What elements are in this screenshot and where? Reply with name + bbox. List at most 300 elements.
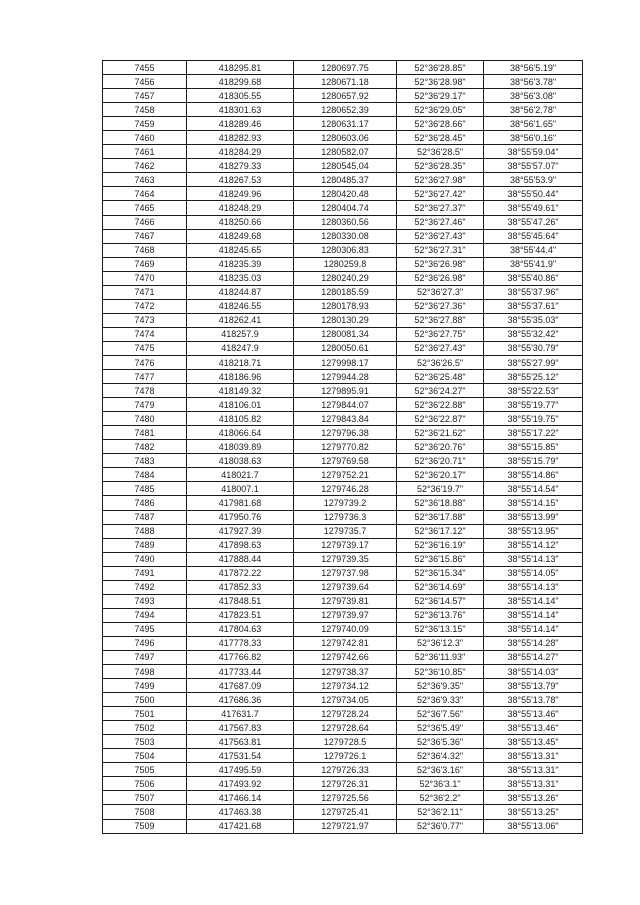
x-coordinate-cell: 417687.09 <box>187 679 294 693</box>
y-coordinate-cell: 1280603.06 <box>294 131 397 145</box>
point-number-cell: 7473 <box>103 313 187 327</box>
table-row <box>103 145 583 159</box>
latitude-cell: 52°36'28.66" <box>397 117 484 131</box>
table-row <box>103 75 583 89</box>
y-coordinate-cell: 1280652.39 <box>294 103 397 117</box>
x-coordinate-cell: 417898.63 <box>187 538 294 552</box>
longitude-cell: 38°55'50.44" <box>484 187 583 201</box>
x-coordinate-cell: 417563.81 <box>187 735 294 749</box>
x-coordinate-cell: 418039.89 <box>187 440 294 454</box>
x-coordinate-cell: 417823.51 <box>187 608 294 622</box>
table-row <box>103 229 583 243</box>
point-number-cell: 7483 <box>103 454 187 468</box>
latitude-cell: 52°36'28.98" <box>397 75 484 89</box>
latitude-cell: 52°36'9.33" <box>397 693 484 707</box>
longitude-cell: 38°55'13.46" <box>484 721 583 735</box>
point-number-cell: 7491 <box>103 566 187 580</box>
y-coordinate-cell: 1279739.97 <box>294 608 397 622</box>
latitude-cell: 52°36'15.86" <box>397 552 484 566</box>
point-number-cell: 7464 <box>103 187 187 201</box>
latitude-cell: 52°36'21.62" <box>397 426 484 440</box>
longitude-cell: 38°55'47.26" <box>484 215 583 229</box>
table-row <box>103 805 583 819</box>
latitude-cell: 52°36'27.46" <box>397 215 484 229</box>
point-number-cell: 7469 <box>103 257 187 271</box>
y-coordinate-cell: 1280485.37 <box>294 173 397 187</box>
point-number-cell: 7455 <box>103 61 187 75</box>
table-row <box>103 412 583 426</box>
table-row <box>103 749 583 763</box>
x-coordinate-cell: 418021.7 <box>187 468 294 482</box>
table-row <box>103 271 583 285</box>
latitude-cell: 52°36'28.35" <box>397 159 484 173</box>
point-number-cell: 7479 <box>103 398 187 412</box>
y-coordinate-cell: 1279739.17 <box>294 538 397 552</box>
point-number-cell: 7498 <box>103 665 187 679</box>
longitude-cell: 38°55'13.45" <box>484 735 583 749</box>
x-coordinate-cell: 417888.44 <box>187 552 294 566</box>
y-coordinate-cell: 1280178.93 <box>294 299 397 313</box>
table-row <box>103 173 583 187</box>
x-coordinate-cell: 417950.76 <box>187 510 294 524</box>
y-coordinate-cell: 1279739.81 <box>294 594 397 608</box>
point-number-cell: 7462 <box>103 159 187 173</box>
longitude-cell: 38°55'35.03" <box>484 313 583 327</box>
y-coordinate-cell: 1279796.38 <box>294 426 397 440</box>
latitude-cell: 52°36'5.49" <box>397 721 484 735</box>
latitude-cell: 52°36'18.88" <box>397 496 484 510</box>
point-number-cell: 7475 <box>103 341 187 355</box>
latitude-cell: 52°36'27.98" <box>397 173 484 187</box>
point-number-cell: 7504 <box>103 749 187 763</box>
x-coordinate-cell: 418284.29 <box>187 145 294 159</box>
x-coordinate-cell: 418066.64 <box>187 426 294 440</box>
y-coordinate-cell: 1279736.3 <box>294 510 397 524</box>
longitude-cell: 38°55'41.9" <box>484 257 583 271</box>
x-coordinate-cell: 417531.54 <box>187 749 294 763</box>
latitude-cell: 52°36'22.88" <box>397 398 484 412</box>
y-coordinate-cell: 1279737.98 <box>294 566 397 580</box>
table-row <box>103 594 583 608</box>
point-number-cell: 7471 <box>103 285 187 299</box>
latitude-cell: 52°36'10.85" <box>397 665 484 679</box>
x-coordinate-cell: 417778.33 <box>187 636 294 650</box>
latitude-cell: 52°36'12.3" <box>397 636 484 650</box>
x-coordinate-cell: 417567.83 <box>187 721 294 735</box>
latitude-cell: 52°36'14.69" <box>397 580 484 594</box>
point-number-cell: 7493 <box>103 594 187 608</box>
latitude-cell: 52°36'27.75" <box>397 327 484 341</box>
latitude-cell: 52°36'11.93" <box>397 650 484 664</box>
latitude-cell: 52°36'29.17" <box>397 89 484 103</box>
longitude-cell: 38°55'13.31" <box>484 763 583 777</box>
point-number-cell: 7499 <box>103 679 187 693</box>
longitude-cell: 38°55'49.61" <box>484 201 583 215</box>
x-coordinate-cell: 418257.9 <box>187 327 294 341</box>
latitude-cell: 52°36'24.27" <box>397 384 484 398</box>
y-coordinate-cell: 1280130.29 <box>294 313 397 327</box>
table-row <box>103 819 583 833</box>
longitude-cell: 38°55'13.95" <box>484 524 583 538</box>
x-coordinate-cell: 418279.33 <box>187 159 294 173</box>
longitude-cell: 38°55'13.26" <box>484 791 583 805</box>
latitude-cell: 52°36'27.37" <box>397 201 484 215</box>
point-number-cell: 7476 <box>103 355 187 369</box>
x-coordinate-cell: 418305.55 <box>187 89 294 103</box>
point-number-cell: 7480 <box>103 412 187 426</box>
x-coordinate-cell: 418247.9 <box>187 341 294 355</box>
longitude-cell: 38°55'14.15" <box>484 496 583 510</box>
x-coordinate-cell: 417686.36 <box>187 693 294 707</box>
longitude-cell: 38°55'15.85" <box>484 440 583 454</box>
y-coordinate-cell: 1280631.17 <box>294 117 397 131</box>
longitude-cell: 38°55'19.75" <box>484 412 583 426</box>
x-coordinate-cell: 418235.39 <box>187 257 294 271</box>
table-row <box>103 89 583 103</box>
y-coordinate-cell: 1279895.91 <box>294 384 397 398</box>
y-coordinate-cell: 1280259.8 <box>294 257 397 271</box>
latitude-cell: 52°36'26.98" <box>397 271 484 285</box>
table-row <box>103 131 583 145</box>
y-coordinate-cell: 1279735.7 <box>294 524 397 538</box>
table-row <box>103 791 583 805</box>
y-coordinate-cell: 1279739.35 <box>294 552 397 566</box>
latitude-cell: 52°36'9.35" <box>397 679 484 693</box>
y-coordinate-cell: 1279734.05 <box>294 693 397 707</box>
x-coordinate-cell: 418299.68 <box>187 75 294 89</box>
longitude-cell: 38°55'13.78" <box>484 693 583 707</box>
y-coordinate-cell: 1279843.84 <box>294 412 397 426</box>
longitude-cell: 38°56'5.19" <box>484 61 583 75</box>
table-row <box>103 665 583 679</box>
point-number-cell: 7487 <box>103 510 187 524</box>
longitude-cell: 38°55'17.22" <box>484 426 583 440</box>
latitude-cell: 52°36'27.88" <box>397 313 484 327</box>
x-coordinate-cell: 418218.71 <box>187 355 294 369</box>
longitude-cell: 38°55'44.4" <box>484 243 583 257</box>
latitude-cell: 52°36'19.7" <box>397 482 484 496</box>
point-number-cell: 7485 <box>103 482 187 496</box>
longitude-cell: 38°55'22.53" <box>484 384 583 398</box>
table-row <box>103 538 583 552</box>
table-row <box>103 327 583 341</box>
y-coordinate-cell: 1279738.37 <box>294 665 397 679</box>
x-coordinate-cell: 417981.68 <box>187 496 294 510</box>
point-number-cell: 7489 <box>103 538 187 552</box>
latitude-cell: 52°36'16.19" <box>397 538 484 552</box>
y-coordinate-cell: 1280360.56 <box>294 215 397 229</box>
latitude-cell: 52°36'0.77" <box>397 819 484 833</box>
point-number-cell: 7490 <box>103 552 187 566</box>
y-coordinate-cell: 1280185.59 <box>294 285 397 299</box>
point-number-cell: 7496 <box>103 636 187 650</box>
x-coordinate-cell: 417872.22 <box>187 566 294 580</box>
longitude-cell: 38°55'37.96" <box>484 285 583 299</box>
y-coordinate-cell: 1280657.92 <box>294 89 397 103</box>
point-number-cell: 7497 <box>103 650 187 664</box>
point-number-cell: 7502 <box>103 721 187 735</box>
longitude-cell: 38°56'2.78" <box>484 103 583 117</box>
table-row <box>103 721 583 735</box>
y-coordinate-cell: 1279726.31 <box>294 777 397 791</box>
table-row <box>103 257 583 271</box>
point-number-cell: 7466 <box>103 215 187 229</box>
x-coordinate-cell: 418250.66 <box>187 215 294 229</box>
point-number-cell: 7507 <box>103 791 187 805</box>
longitude-cell: 38°55'14.54" <box>484 482 583 496</box>
y-coordinate-cell: 1279721.97 <box>294 819 397 833</box>
table-row <box>103 215 583 229</box>
longitude-cell: 38°55'19.77" <box>484 398 583 412</box>
point-number-cell: 7509 <box>103 819 187 833</box>
point-number-cell: 7477 <box>103 370 187 384</box>
latitude-cell: 52°36'17.88" <box>397 510 484 524</box>
table-row <box>103 608 583 622</box>
point-number-cell: 7482 <box>103 440 187 454</box>
y-coordinate-cell: 1279734.12 <box>294 679 397 693</box>
latitude-cell: 52°36'4.32" <box>397 749 484 763</box>
latitude-cell: 52°36'22.87" <box>397 412 484 426</box>
table-row <box>103 285 583 299</box>
x-coordinate-cell: 418149.32 <box>187 384 294 398</box>
longitude-cell: 38°55'13.31" <box>484 749 583 763</box>
x-coordinate-cell: 417927.39 <box>187 524 294 538</box>
point-number-cell: 7458 <box>103 103 187 117</box>
point-number-cell: 7494 <box>103 608 187 622</box>
table-row <box>103 341 583 355</box>
x-coordinate-cell: 418038.63 <box>187 454 294 468</box>
longitude-cell: 38°55'40.86" <box>484 271 583 285</box>
y-coordinate-cell: 1279844.07 <box>294 398 397 412</box>
table-row <box>103 187 583 201</box>
point-number-cell: 7508 <box>103 805 187 819</box>
y-coordinate-cell: 1279770.82 <box>294 440 397 454</box>
latitude-cell: 52°36'26.5" <box>397 355 484 369</box>
longitude-cell: 38°56'3.08" <box>484 89 583 103</box>
table-row <box>103 454 583 468</box>
longitude-cell: 38°55'59.04" <box>484 145 583 159</box>
y-coordinate-cell: 1279728.5 <box>294 735 397 749</box>
x-coordinate-cell: 418289.46 <box>187 117 294 131</box>
y-coordinate-cell: 1279746.28 <box>294 482 397 496</box>
table-row <box>103 566 583 580</box>
table-row <box>103 496 583 510</box>
table-row <box>103 159 583 173</box>
point-number-cell: 7474 <box>103 327 187 341</box>
longitude-cell: 38°56'1.65" <box>484 117 583 131</box>
x-coordinate-cell: 417733.44 <box>187 665 294 679</box>
longitude-cell: 38°55'45.64" <box>484 229 583 243</box>
x-coordinate-cell: 417848.51 <box>187 594 294 608</box>
longitude-cell: 38°55'13.79" <box>484 679 583 693</box>
latitude-cell: 52°36'26.98" <box>397 257 484 271</box>
point-number-cell: 7460 <box>103 131 187 145</box>
point-number-cell: 7456 <box>103 75 187 89</box>
x-coordinate-cell: 418245.65 <box>187 243 294 257</box>
x-coordinate-cell: 418249.96 <box>187 187 294 201</box>
point-number-cell: 7470 <box>103 271 187 285</box>
latitude-cell: 52°36'28.45" <box>397 131 484 145</box>
table-row <box>103 763 583 777</box>
x-coordinate-cell: 418106.01 <box>187 398 294 412</box>
longitude-cell: 38°55'13.46" <box>484 707 583 721</box>
table-row <box>103 201 583 215</box>
latitude-cell: 52°36'14.57" <box>397 594 484 608</box>
y-coordinate-cell: 1279739.64 <box>294 580 397 594</box>
x-coordinate-cell: 417495.59 <box>187 763 294 777</box>
longitude-cell: 38°55'14.28" <box>484 636 583 650</box>
x-coordinate-cell: 417421.68 <box>187 819 294 833</box>
point-number-cell: 7459 <box>103 117 187 131</box>
latitude-cell: 52°36'20.71" <box>397 454 484 468</box>
table-row <box>103 299 583 313</box>
latitude-cell: 52°36'17.12" <box>397 524 484 538</box>
longitude-cell: 38°55'32.42" <box>484 327 583 341</box>
point-number-cell: 7457 <box>103 89 187 103</box>
y-coordinate-cell: 1279725.41 <box>294 805 397 819</box>
longitude-cell: 38°55'14.05" <box>484 566 583 580</box>
point-number-cell: 7503 <box>103 735 187 749</box>
latitude-cell: 52°36'27.43" <box>397 341 484 355</box>
y-coordinate-cell: 1280081.34 <box>294 327 397 341</box>
x-coordinate-cell: 417766.82 <box>187 650 294 664</box>
latitude-cell: 52°36'28.85" <box>397 61 484 75</box>
x-coordinate-cell: 418249.68 <box>187 229 294 243</box>
latitude-cell: 52°36'28.5" <box>397 145 484 159</box>
longitude-cell: 38°55'57.07" <box>484 159 583 173</box>
y-coordinate-cell: 1279726.33 <box>294 763 397 777</box>
x-coordinate-cell: 418295.81 <box>187 61 294 75</box>
point-number-cell: 7501 <box>103 707 187 721</box>
longitude-cell: 38°55'37.61" <box>484 299 583 313</box>
table-row <box>103 370 583 384</box>
y-coordinate-cell: 1279752.21 <box>294 468 397 482</box>
longitude-cell: 38°55'14.86" <box>484 468 583 482</box>
x-coordinate-cell: 417631.7 <box>187 707 294 721</box>
table-row <box>103 468 583 482</box>
longitude-cell: 38°55'14.13" <box>484 580 583 594</box>
table-row <box>103 777 583 791</box>
longitude-cell: 38°55'30.79" <box>484 341 583 355</box>
table-row <box>103 524 583 538</box>
longitude-cell: 38°55'27.99" <box>484 355 583 369</box>
y-coordinate-cell: 1280697.75 <box>294 61 397 75</box>
y-coordinate-cell: 1279742.81 <box>294 636 397 650</box>
table-row <box>103 398 583 412</box>
x-coordinate-cell: 418235.03 <box>187 271 294 285</box>
latitude-cell: 52°36'2.2" <box>397 791 484 805</box>
longitude-cell: 38°55'14.03" <box>484 665 583 679</box>
y-coordinate-cell: 1280240.29 <box>294 271 397 285</box>
point-number-cell: 7500 <box>103 693 187 707</box>
latitude-cell: 52°36'13.76" <box>397 608 484 622</box>
longitude-cell: 38°55'14.14" <box>484 608 583 622</box>
y-coordinate-cell: 1280306.83 <box>294 243 397 257</box>
point-number-cell: 7465 <box>103 201 187 215</box>
x-coordinate-cell: 418248.29 <box>187 201 294 215</box>
point-number-cell: 7463 <box>103 173 187 187</box>
latitude-cell: 52°36'3.16" <box>397 763 484 777</box>
point-number-cell: 7472 <box>103 299 187 313</box>
table-row <box>103 355 583 369</box>
table-row <box>103 384 583 398</box>
latitude-cell: 52°36'5.36" <box>397 735 484 749</box>
latitude-cell: 52°36'15.34" <box>397 566 484 580</box>
y-coordinate-cell: 1280404.74 <box>294 201 397 215</box>
table-row <box>103 622 583 636</box>
point-number-cell: 7495 <box>103 622 187 636</box>
table-row <box>103 679 583 693</box>
x-coordinate-cell: 418246.55 <box>187 299 294 313</box>
x-coordinate-cell: 417466.14 <box>187 791 294 805</box>
table-row <box>103 735 583 749</box>
x-coordinate-cell: 418267.53 <box>187 173 294 187</box>
longitude-cell: 38°55'13.99" <box>484 510 583 524</box>
x-coordinate-cell: 418007.1 <box>187 482 294 496</box>
longitude-cell: 38°55'14.13" <box>484 552 583 566</box>
latitude-cell: 52°36'27.3" <box>397 285 484 299</box>
y-coordinate-cell: 1280330.08 <box>294 229 397 243</box>
longitude-cell: 38°55'13.31" <box>484 777 583 791</box>
point-number-cell: 7481 <box>103 426 187 440</box>
point-number-cell: 7461 <box>103 145 187 159</box>
y-coordinate-cell: 1279742.66 <box>294 650 397 664</box>
latitude-cell: 52°36'20.17" <box>397 468 484 482</box>
table-row <box>103 117 583 131</box>
table-row <box>103 636 583 650</box>
y-coordinate-cell: 1280582.07 <box>294 145 397 159</box>
latitude-cell: 52°36'25.48" <box>397 370 484 384</box>
latitude-cell: 52°36'27.42" <box>397 187 484 201</box>
x-coordinate-cell: 418282.93 <box>187 131 294 145</box>
longitude-cell: 38°55'15.79" <box>484 454 583 468</box>
longitude-cell: 38°56'3.78" <box>484 75 583 89</box>
y-coordinate-cell: 1279740.09 <box>294 622 397 636</box>
point-number-cell: 7506 <box>103 777 187 791</box>
longitude-cell: 38°55'13.06" <box>484 819 583 833</box>
point-number-cell: 7505 <box>103 763 187 777</box>
x-coordinate-cell: 418244.87 <box>187 285 294 299</box>
x-coordinate-cell: 418186.96 <box>187 370 294 384</box>
table-row <box>103 707 583 721</box>
table-row <box>103 313 583 327</box>
y-coordinate-cell: 1279726.1 <box>294 749 397 763</box>
y-coordinate-cell: 1279728.24 <box>294 707 397 721</box>
y-coordinate-cell: 1280420.48 <box>294 187 397 201</box>
coordinate-table-body <box>103 61 583 834</box>
latitude-cell: 52°36'27.43" <box>397 229 484 243</box>
longitude-cell: 38°55'14.27" <box>484 650 583 664</box>
longitude-cell: 38°55'25.12" <box>484 370 583 384</box>
coordinate-table <box>102 60 583 834</box>
y-coordinate-cell: 1279725.56 <box>294 791 397 805</box>
table-row <box>103 510 583 524</box>
x-coordinate-cell: 417804.63 <box>187 622 294 636</box>
latitude-cell: 52°36'27.31" <box>397 243 484 257</box>
longitude-cell: 38°55'14.12" <box>484 538 583 552</box>
table-row <box>103 61 583 75</box>
longitude-cell: 38°55'14.14" <box>484 622 583 636</box>
y-coordinate-cell: 1279728.64 <box>294 721 397 735</box>
x-coordinate-cell: 418105.82 <box>187 412 294 426</box>
table-row <box>103 552 583 566</box>
latitude-cell: 52°36'13.15" <box>397 622 484 636</box>
y-coordinate-cell: 1279944.28 <box>294 370 397 384</box>
table-row <box>103 580 583 594</box>
table-row <box>103 243 583 257</box>
longitude-cell: 38°56'0.16" <box>484 131 583 145</box>
point-number-cell: 7486 <box>103 496 187 510</box>
